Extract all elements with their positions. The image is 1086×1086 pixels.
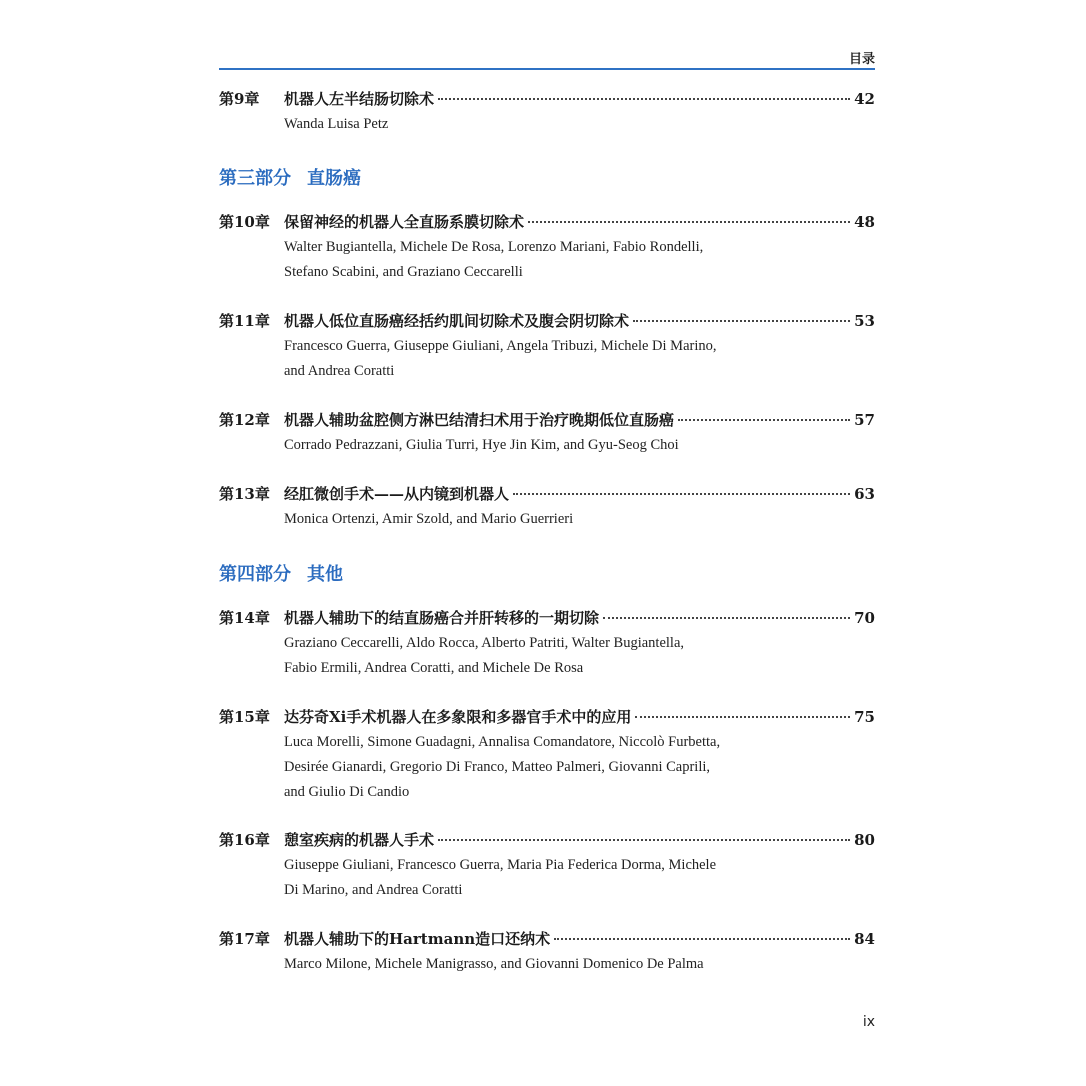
chapter-title: 达芬奇Xi手术机器人在多象限和多器官手术中的应用 [284,708,632,726]
part-title: 直肠癌 [307,168,361,189]
chapter-number: 第13章 [219,485,270,503]
chapter-number: 第17章 [219,930,270,948]
author-line: Marco Milone, Michele Manigrasso, and Giovanni Domenico De Palma [284,956,704,972]
header-rule [219,68,875,70]
page-number: 42 [854,90,875,108]
page-number: 63 [854,485,875,503]
dot-leader [678,419,850,421]
chapter-number: 第15章 [219,708,270,726]
chapter-number: 第10章 [219,213,270,231]
dot-leader [633,320,850,322]
chapter-title: 机器人辅助下的结直肠癌合并肝转移的一期切除 [284,609,600,627]
chapter-authors [284,952,875,977]
page-number: 75 [854,708,875,726]
author-line: Corrado Pedrazzani, Giulia Turri, Hye Jin Kim, and Gyu-Seog Choi [284,437,679,453]
toc-entry-ch16[interactable] [219,829,875,903]
author-line: and Giulio Di Candio [284,784,410,800]
chapter-number: 第16章 [219,831,270,849]
author-line: Desirée Gianardi, Gregorio Di Franco, Matteo Palmeri, Giovanni Caprili, [284,759,711,775]
author-line: Stefano Scabini, and Graziano Ceccarelli [284,264,523,280]
author-line: Fabio Ermili, Andrea Coratti, and Michele De Rosa [284,660,584,676]
dot-leader [513,493,850,495]
toc-entry-ch10[interactable] [219,211,875,285]
part-title: 其他 [307,564,343,585]
chapter-title: 机器人辅助盆腔侧方淋巴结清扫术用于治疗晚期低位直肠癌 [284,411,675,429]
chapter-number: 第9章 [219,90,260,108]
chapter-title: 憩室疾病的机器人手术 [284,831,435,849]
chapter-authors [284,507,875,532]
chapter-title: 机器人低位直肠癌经括约肌间切除术及腹会阴切除术 [284,312,630,330]
toc-entry-ch13[interactable] [219,483,875,532]
author-line: and Andrea Coratti [284,363,395,379]
page-number: 84 [854,930,875,948]
chapter-authors [284,853,875,903]
dot-leader [554,938,850,940]
part-label: 第三部分 [219,168,291,189]
chapter-title: 保留神经的机器人全直肠系膜切除术 [284,213,525,231]
author-line: Di Marino, and Andrea Coratti [284,882,463,898]
dot-leader [438,98,850,100]
author-line: Graziano Ceccarelli, Aldo Rocca, Alberto Patriti, Walter Bugiantella, [284,635,685,651]
part-label: 第四部分 [219,564,291,585]
chapter-title: 机器人左半结肠切除术 [284,90,435,108]
dot-leader [635,716,850,718]
author-line: Wanda Luisa Petz [284,116,389,132]
page-number-footer: ix [862,1014,875,1030]
chapter-title: 经肛微创手术——从内镜到机器人 [284,485,510,503]
chapter-authors [284,235,875,285]
toc-entry-ch12[interactable] [219,409,875,458]
author-line: Francesco Guerra, Giuseppe Giuliani, Angela Tribuzi, Michele Di Marino, [284,338,717,354]
dot-leader [528,221,850,223]
page-number: 53 [854,312,875,330]
running-header: 目录 [848,52,875,67]
author-line: Luca Morelli, Simone Guadagni, Annalisa Comandatore, Niccolò Furbetta, [284,734,721,750]
page-number: 57 [854,411,875,429]
chapter-number: 第11章 [219,312,270,330]
part-heading-3 [219,164,361,190]
part-heading-4 [219,560,343,586]
toc-entry-ch15[interactable] [219,706,875,805]
author-line: Giuseppe Giuliani, Francesco Guerra, Maria Pia Federica Dorma, Michele [284,857,717,873]
page-number: 80 [854,831,875,849]
toc-entry-ch9[interactable] [219,88,875,137]
chapter-authors [284,334,875,384]
dot-leader [603,617,850,619]
page-number: 70 [854,609,875,627]
toc-entry-ch14[interactable] [219,607,875,681]
author-line: Monica Ortenzi, Amir Szold, and Mario Guerrieri [284,511,574,527]
page-number: 48 [854,213,875,231]
chapter-authors [284,112,875,137]
chapter-number: 第14章 [219,609,270,627]
chapter-number: 第12章 [219,411,270,429]
toc-entry-ch11[interactable] [219,310,875,384]
author-line: Walter Bugiantella, Michele De Rosa, Lorenzo Mariani, Fabio Rondelli, [284,239,704,255]
chapter-title: 机器人辅助下的Hartmann造口还纳术 [284,930,551,948]
dot-leader [438,839,850,841]
chapter-authors [284,433,875,458]
chapter-authors [284,631,875,681]
chapter-authors [284,730,875,805]
toc-entry-ch17[interactable] [219,928,875,977]
